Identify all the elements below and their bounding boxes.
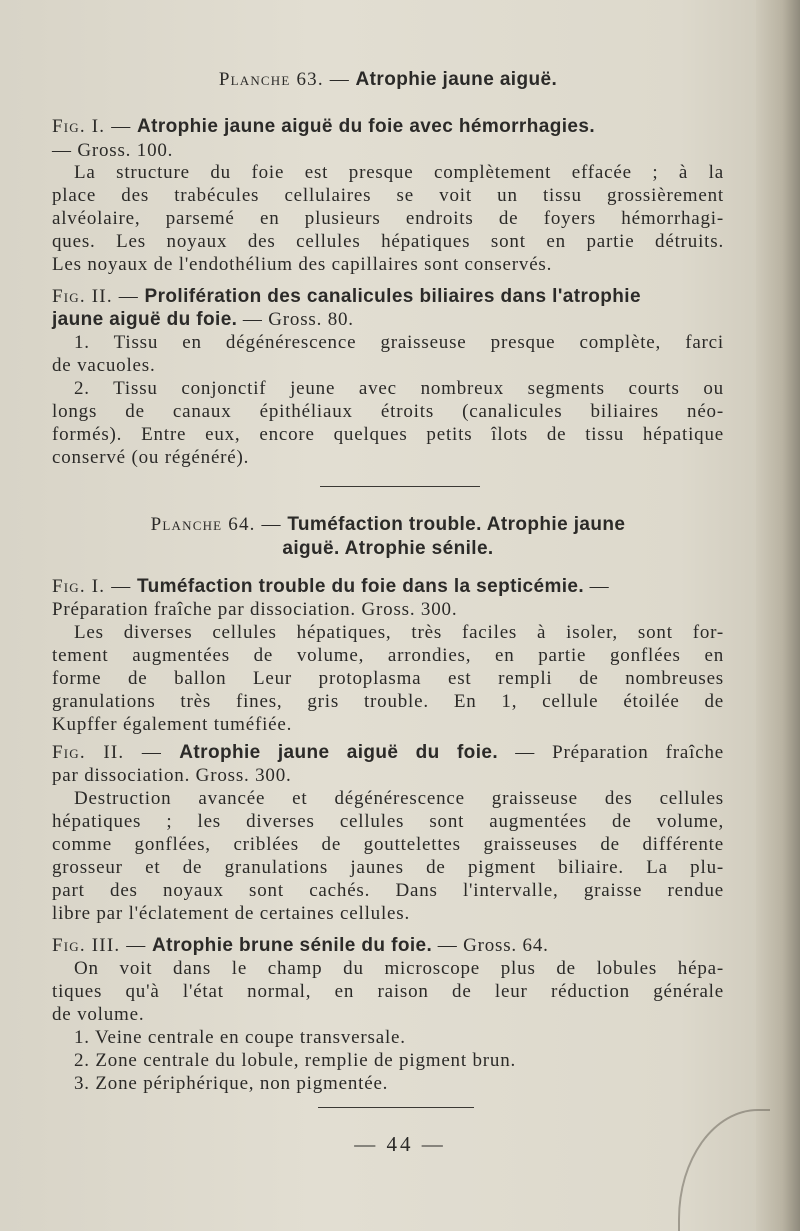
text-line: 3. Zone périphérique, non pigmentée. — [74, 1073, 389, 1094]
text-line: conservé (ou régénéré). — [52, 447, 250, 468]
fig-3-heading: Fig. III. — Atrophie brune sénile du foie. — Gross. 64. — [52, 935, 549, 956]
text-line: ques. Les noyaux des cellules hépatiques sont en partie détruits. — [52, 231, 724, 252]
fig-1-heading: Fig. I. — Tuméfaction trouble du foie dans la septicémie. — — [52, 576, 610, 597]
text-line: 2. Zone centrale du lobule, remplie de pigment brun. — [74, 1050, 517, 1071]
page-number: — 44 — — [354, 1132, 446, 1156]
fig-1-heading: Fig. I. — Atrophie jaune aiguë du foie avec hémorrhagies. — [52, 116, 596, 137]
text-line: Les diverses cellules hépatiques, très faciles à isoler, sont for- — [74, 622, 724, 643]
text-line: tement augmentées de volume, arrondies, en partie gonflées en — [52, 645, 724, 666]
book-spine-shadow — [756, 0, 800, 1231]
text-line: de volume. — [52, 1004, 145, 1025]
text-line: 1. Veine centrale en coupe transversale. — [74, 1027, 406, 1048]
text-line: Préparation fraîche par dissociation. Gross. 300. — [52, 599, 458, 620]
fig-2-heading-cont: jaune aiguë du foie. — Gross. 80. — [52, 309, 354, 330]
text-line: 2. Tissu conjonctif jeune avec nombreux segments courts ou — [74, 378, 724, 399]
text-line: comme gonflées, criblées de gouttelettes graisseuses de différente — [52, 834, 724, 855]
text-line: Destruction avancée et dégénérescence graisseuse des cellules — [74, 788, 724, 809]
text-line: grosseur et de granulations jaunes de pigment biliaire. La plu- — [52, 857, 724, 878]
text-line: longs de canaux épithéliaux étroits (canalicules biliaires néo- — [52, 401, 724, 422]
section-divider — [320, 486, 480, 487]
text-line: tiques qu'à l'état normal, en raison de leur réduction générale — [52, 981, 724, 1002]
text-line: de vacuoles. — [52, 355, 156, 376]
text-line: libre par l'éclatement de certaines cellules. — [52, 903, 411, 924]
plate-64-title: Planche 64. — Tuméfaction trouble. Atrophie jaune — [150, 514, 626, 535]
fig-2-heading: Fig. II. — Prolifération des canalicules biliaires dans l'atrophie — [52, 286, 641, 307]
text-line: formés). Entre eux, encore quelques petits îlots de tissu hépatique — [52, 424, 724, 445]
fig-2-heading: Fig. II. — Atrophie jaune aiguë du foie. — Préparation fraîche — [52, 742, 724, 763]
text-line: 1. Tissu en dégénérescence graisseuse presque complète, farci — [74, 332, 724, 353]
plate-64-title-cont: aiguë. Atrophie sénile. — [282, 538, 494, 559]
text-line: granulations très fines, gris trouble. En 1, cellule étoilée de — [52, 691, 724, 712]
text-line: Kupffer également tuméfiée. — [52, 714, 293, 735]
text-line: — Gross. 100. — [52, 140, 174, 161]
text-line: La structure du foie est presque complètement effacée ; à la — [74, 162, 724, 183]
text-line: par dissociation. Gross. 300. — [52, 765, 292, 786]
text-line: place des trabécules cellulaires se voit un tissu grossièrement — [52, 185, 724, 206]
text-line: Les noyaux de l'endothélium des capillaires sont conservés. — [52, 254, 553, 275]
text-line: forme de ballon Leur protoplasma est rempli de nombreuses — [52, 668, 724, 689]
text-line: alvéolaire, parsemé en plusieurs endroits de foyers hémorrhagi- — [52, 208, 724, 229]
text-line: hépatiques ; les diverses cellules sont augmentées de volume, — [52, 811, 724, 832]
text-line: On voit dans le champ du microscope plus de lobules hépa- — [74, 958, 724, 979]
plate-63-title: Planche 63. — Atrophie jaune aiguë. — [218, 69, 558, 90]
section-divider — [318, 1107, 474, 1108]
text-line: part des noyaux sont cachés. Dans l'intervalle, graisse rendue — [52, 880, 724, 901]
